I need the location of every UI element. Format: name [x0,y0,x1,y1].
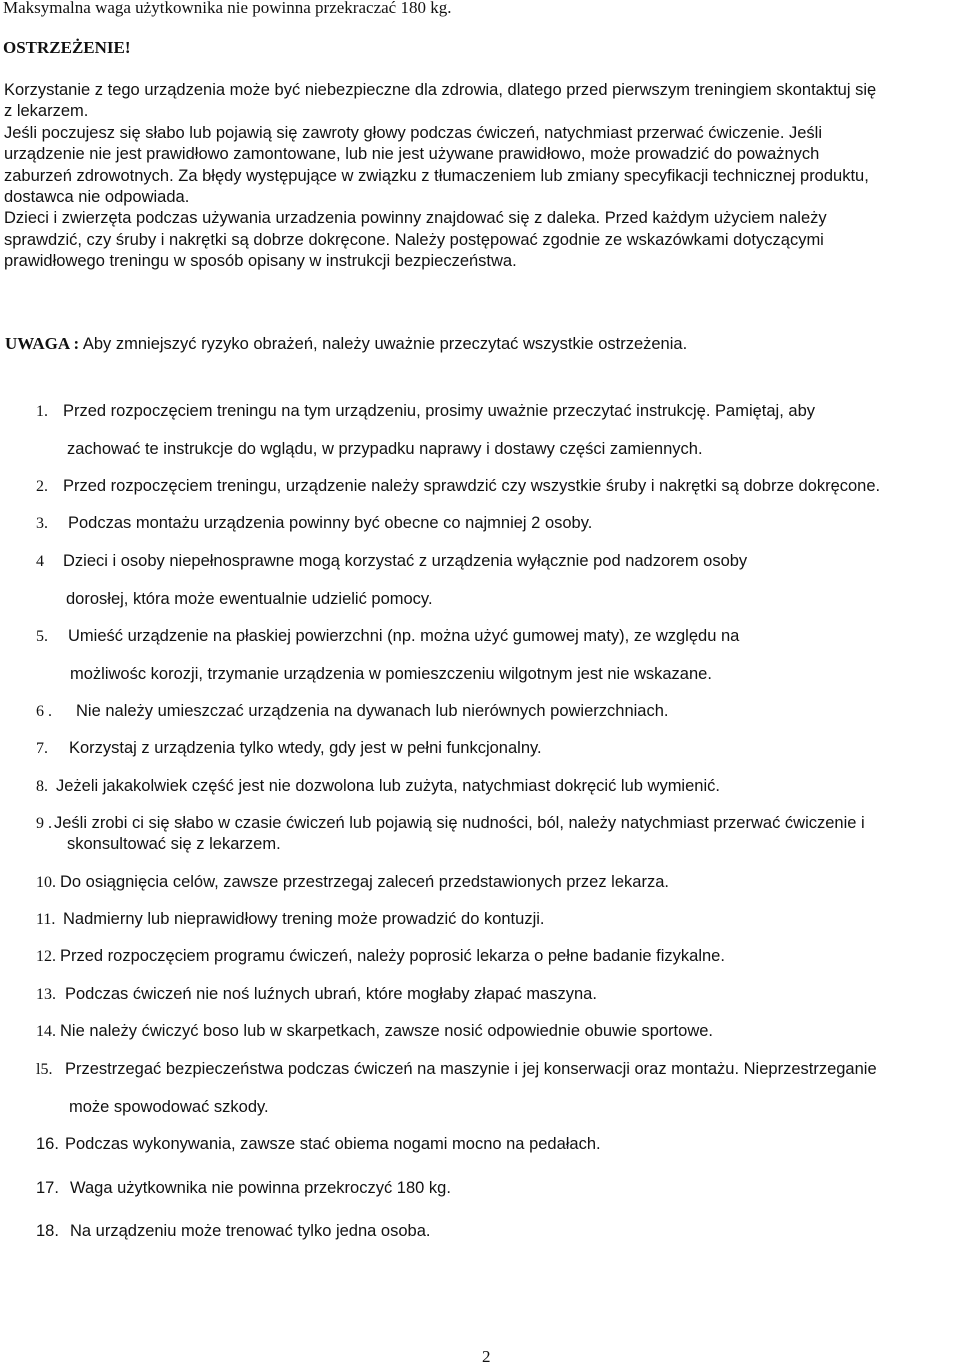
list-item: Podczas montażu urządzenia powinny być obecne co najmniej 2 osoby. [68,514,593,532]
warning-line: Korzystanie z tego urządzenia może być niebezpieczne dla zdrowia, dlatego przed pierwszym treningiem skontaktuj się [4,81,877,99]
list-item: Przed rozpoczęciem treningu na tym urządzeniu, prosimy uważnie przeczytać instrukcję. Pamiętaj, aby [63,402,815,420]
warning-line: dostawca nie odpowiada. [4,188,190,207]
list-item: Dzieci i osoby niepełnosprawne mogą korzystać z urządzenia wyłącznie pod nadzorem osoby [63,552,748,570]
list-item-continuation: możliwośc korozji, trzymanie urządzenia w pomieszczeniu wilgotnym jest nie wskazane. [70,665,712,683]
list-item: Podczas wykonywania, zawsze stać obiema nogami mocno na pedałach. [65,1135,601,1153]
list-item: Waga użytkownika nie powinna przekroczyć 180 kg. [70,1179,451,1197]
list-item: Przestrzegać bezpieczeństwa podczas ćwiczeń na maszynie i jej konserwacji oraz montażu. Nieprzestrzeganie [65,1060,877,1078]
list-item-continuation: może spowodować szkody. [69,1098,269,1116]
warning-line: zaburzeń zdrowotnych. Za błędy występujące w związku z tłumaczeniem lub zmiany specyfikacji technicznej produktu, [4,166,869,185]
warning-line: sprawdzić, czy śruby i nakrętki są dobrze dokręcone. Należy postępować zgodnie ze wskazówkami dotyczącymi [4,230,824,249]
item-number: 6 . [36,703,52,720]
list-item: Podczas ćwiczeń nie noś luźnych ubrań, które mogłaby złapać maszyna. [65,985,597,1003]
list-item-continuation: skonsultować się z lekarzem. [67,835,281,853]
item-number: l5. [36,1061,53,1078]
item-number: 11. [36,911,56,928]
warning-line: prawidłowego treningu w sposób opisany w instrukcji bezpieczeństwa. [4,252,517,271]
warning-line: urządzenie nie jest prawidłowo zamontowane, lub nie jest używane prawidłowo, może prowadzić do poważnych [4,145,820,164]
warning-line: z lekarzem. [4,102,89,121]
max-weight-note: Maksymalna waga użytkownika nie powinna przekraczać 180 kg. [3,0,452,17]
item-number: 16. [36,1135,59,1153]
item-number: 12. [36,948,56,965]
item-number: 18. [36,1222,59,1240]
list-item: Jeśli zrobi ci się słabo w czasie ćwiczeń lub pojawią się nudności, ból, należy natychmiast przerwać ćwiczenie i [54,814,865,832]
list-item-continuation: zachować te instrukcje do wglądu, w przypadku naprawy i dostawy części zamiennych. [67,440,703,458]
list-item: Jeżeli jakakolwiek część jest nie dozwolona lub zużyta, natychmiast dokręcić lub wymienić. [56,777,720,795]
list-item: Umieść urządzenie na płaskiej powierzchni (np. można użyć gumowej maty), ze względu na [68,627,740,645]
list-item: Do osiągnięcia celów, zawsze przestrzegaj zaleceń przedstawionych przez lekarza. [60,873,669,891]
item-number: 14. [36,1023,56,1040]
item-number: 17. [36,1179,59,1197]
warning-title: OSTRZEŻENIE! [3,38,131,57]
item-number: 10. [36,874,56,891]
warning-line: Dzieci i zwierzęta podczas używania urzadzenia powinny znajdować się z daleka. Przed każdym użyciem należy [4,209,827,228]
item-number: 2. [36,478,48,495]
notice-text: Aby zmniejszyć ryzyko obrażeń, należy uważnie przeczytać wszystkie ostrzeżenia. [82,335,688,353]
item-number: 3. [36,515,48,532]
list-item: Nie należy umieszczać urządzenia na dywanach lub nierównych powierzchniach. [76,702,669,720]
list-item-continuation: dorosłej, która może ewentualnie udzielić pomocy. [66,590,433,608]
warning-line: Jeśli poczujesz się słabo lub pojawią się zawroty głowy podczas ćwiczeń, natychmiast przerwać ćwiczenie. Jeśli [4,123,823,142]
list-item: Przed rozpoczęciem programu ćwiczeń, należy poprosić lekarza o pełne badanie fizykalne. [60,947,725,965]
notice-label: UWAGA : [5,334,80,353]
list-item: Przed rozpoczęciem treningu, urządzenie należy sprawdzić czy wszystkie śruby i nakrętki są dobrze dokręcone. [63,477,881,495]
list-item: Korzystaj z urządzenia tylko wtedy, gdy jest w pełni funkcjonalny. [69,739,542,757]
list-item: Na urządzeniu może trenować tylko jedna osoba. [70,1222,431,1240]
item-number: 4 [36,553,44,570]
page-number: 2 [482,1347,491,1366]
item-number: 1. [36,403,48,420]
item-number: 5. [36,628,48,645]
list-item: Nadmierny lub nieprawidłowy trening może prowadzić do kontuzji. [63,910,545,928]
warning-body [4,80,959,273]
item-number: 7. [36,740,48,757]
item-number: 9 . [36,815,52,832]
item-number: 13. [36,986,56,1003]
item-number: 8. [36,778,48,795]
list-item: Nie należy ćwiczyć boso lub w skarpetkach, zawsze nosić odpowiednie obuwie sportowe. [60,1022,713,1040]
notice [5,334,687,354]
